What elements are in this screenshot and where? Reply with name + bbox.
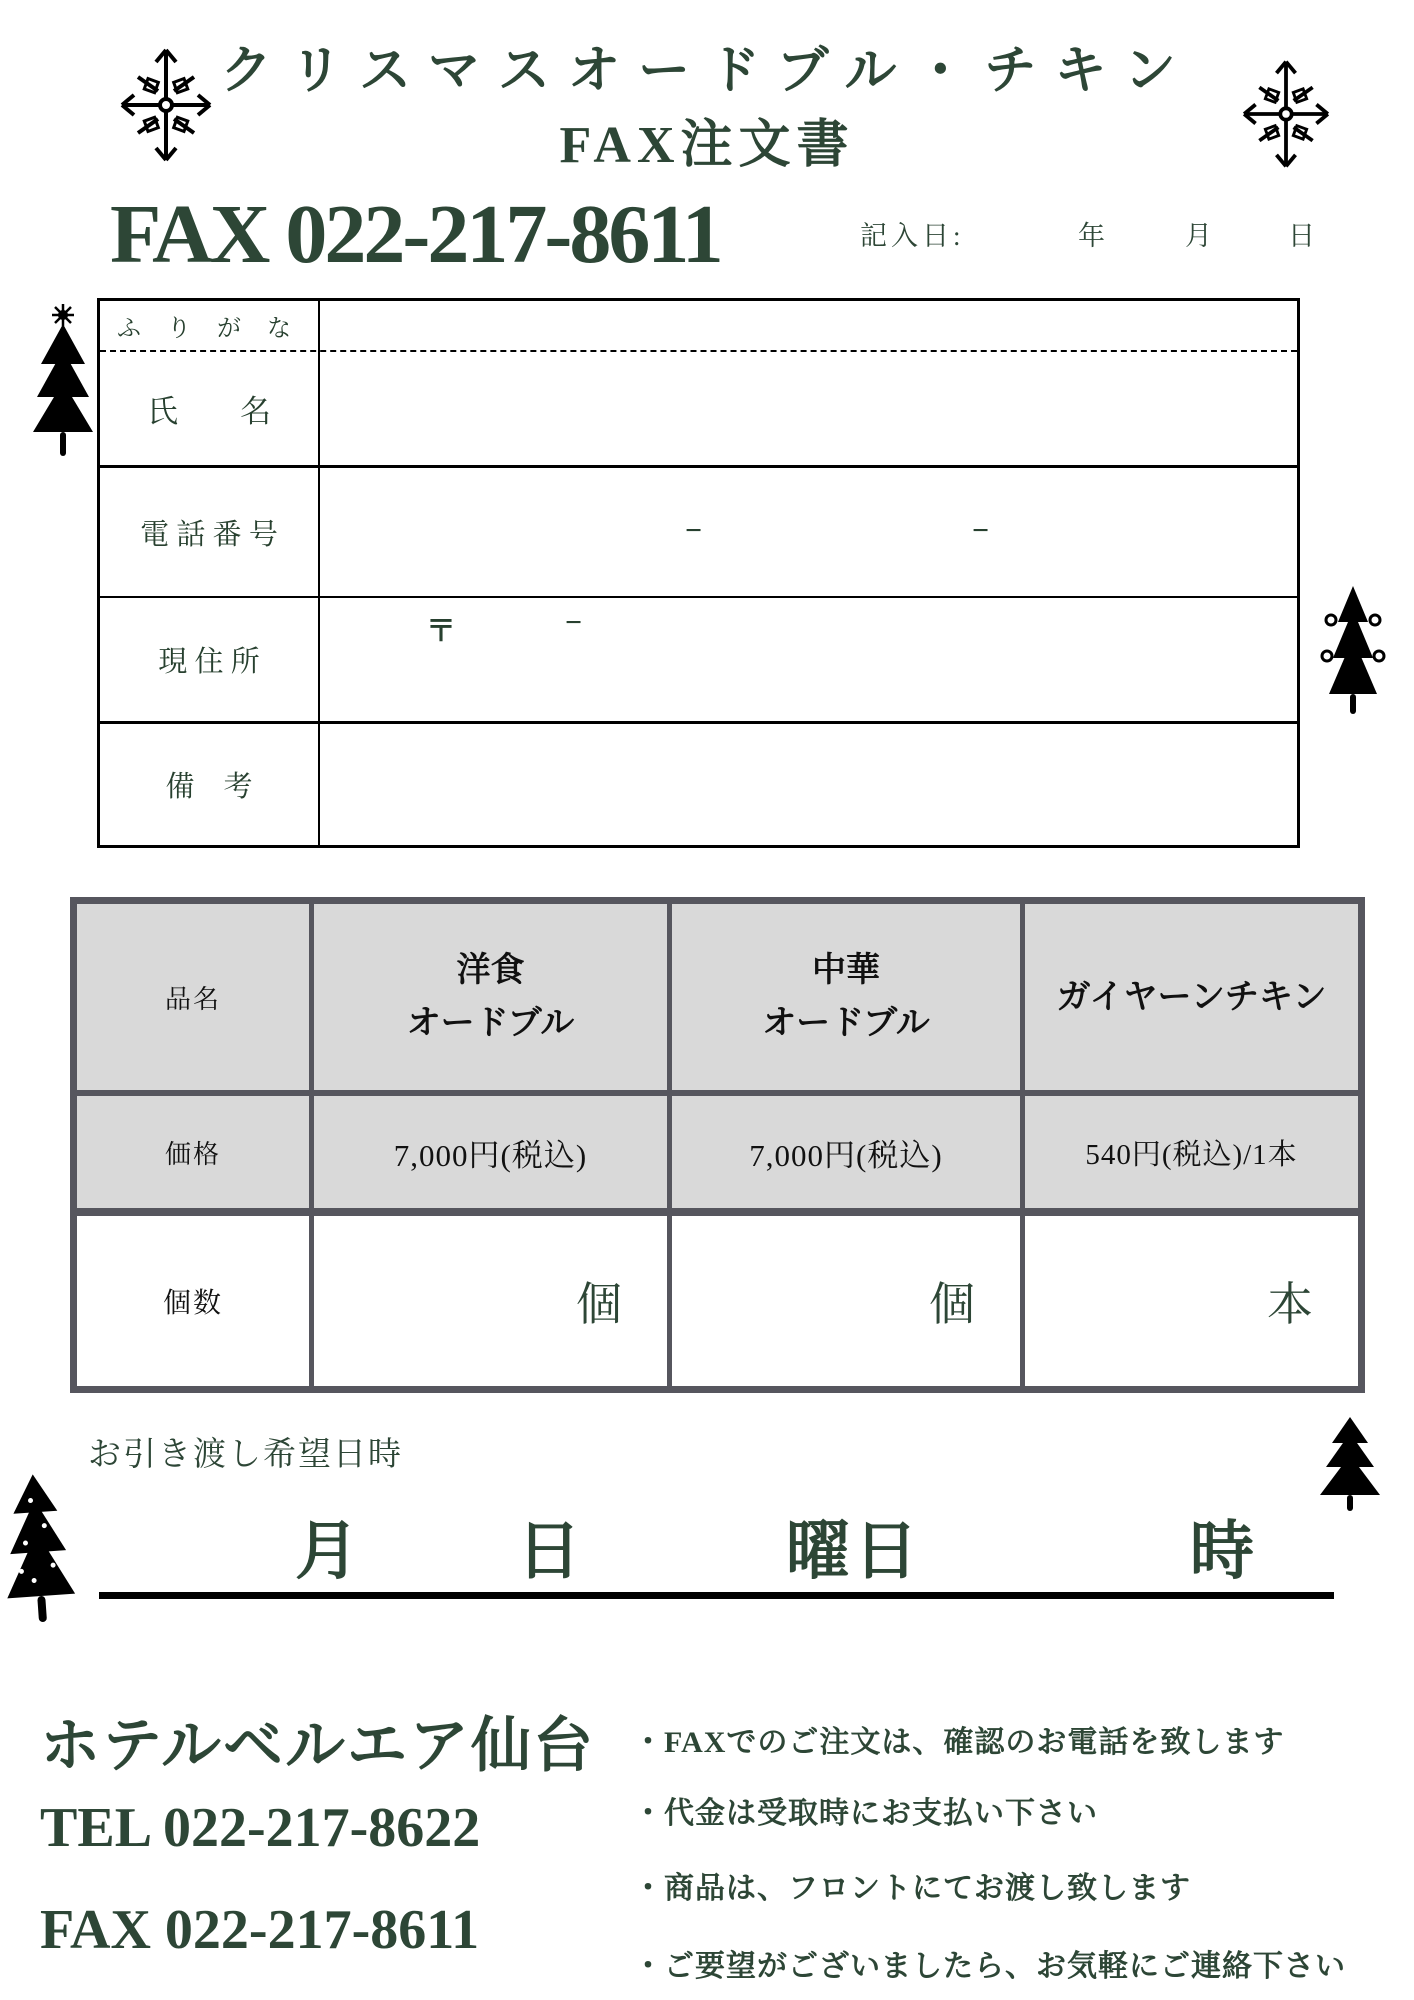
date-day-label: 日 xyxy=(1288,221,1319,251)
christmas-tree-star-icon xyxy=(28,300,98,470)
postal-mark: 〒 xyxy=(426,615,456,648)
quantity-unit-cell: 個 xyxy=(314,1216,672,1386)
product-name-line: 洋食 xyxy=(456,951,525,990)
address-label: 現 住 所 xyxy=(158,646,260,678)
footer-note: ・商品は、フロントにてお渡し致します xyxy=(633,1872,1191,1905)
item-name-header: 品名 xyxy=(77,904,314,1096)
phone-row xyxy=(100,468,1297,598)
footer-note: ・ご要望がございましたら、お気軽にご連絡下さい xyxy=(633,1950,1346,1983)
fax-number-headline: FAX 022-217-8611 xyxy=(110,188,721,281)
delivery-write-in-line xyxy=(99,1592,1334,1599)
price-cell: 7,000円(税込) xyxy=(314,1096,672,1216)
gai-yang-chicken-header xyxy=(1025,904,1358,1096)
pine-tree-icon xyxy=(0,1470,80,1630)
delivery-hour-label: 時 xyxy=(1190,1516,1258,1587)
date-label: 記入日: xyxy=(860,221,965,251)
customer-info-table xyxy=(97,298,1300,848)
product-name-line: 中華 xyxy=(812,951,880,990)
product-name-line: オードブル xyxy=(762,1004,930,1042)
page-subtitle: FAX注文書 xyxy=(559,117,855,174)
furigana-row xyxy=(100,301,1297,352)
price-cell: 7,000円(税込) xyxy=(672,1096,1025,1216)
product-name-line: オードブル xyxy=(406,1004,575,1042)
price-cell: 540円(税込)/1本 xyxy=(1025,1096,1358,1216)
delivery-weekday-label: 曜日 xyxy=(786,1516,922,1587)
delivery-day-label: 日 xyxy=(517,1516,585,1587)
product-table xyxy=(70,897,1365,1393)
phone-dash: − xyxy=(972,514,990,547)
price-row-label: 価格 xyxy=(77,1096,314,1216)
name-label: 氏 名 xyxy=(147,394,271,429)
delivery-heading: お引き渡し希望日時 xyxy=(88,1437,403,1473)
footer-note: ・代金は受取時にお支払い下さい xyxy=(633,1797,1098,1830)
quantity-unit-cell: 本 xyxy=(1025,1216,1358,1386)
hotel-tel: TEL 022-217-8622 xyxy=(40,1797,481,1859)
fill-in-date-line xyxy=(860,214,1330,251)
western-hors-doeuvre-header xyxy=(314,904,672,1096)
hotel-name: ホテルベルエア仙台 xyxy=(40,1713,595,1779)
delivery-month-label: 月 xyxy=(295,1516,363,1587)
ornamental-tree-icon xyxy=(1320,580,1386,720)
phone-dash: − xyxy=(685,514,703,547)
product-name-line: ガイヤーンチキン xyxy=(1056,977,1327,1016)
footer-note: ・FAXでのご注文は、確認のお電話を致します xyxy=(633,1726,1285,1759)
quantity-unit-cell: 個 xyxy=(672,1216,1025,1386)
quantity-row-label: 個数 xyxy=(77,1216,314,1386)
date-month-label: 月 xyxy=(1185,221,1216,251)
chinese-hors-doeuvre-header xyxy=(672,904,1025,1096)
page-title: クリスマスオードブル・チキン xyxy=(220,43,1194,100)
address-row xyxy=(100,598,1297,724)
name-row xyxy=(100,352,1297,468)
notes-label: 備 考 xyxy=(165,771,253,803)
furigana-label: ふ り が な xyxy=(117,316,301,342)
notes-row xyxy=(100,724,1297,845)
pine-tree-icon xyxy=(1316,1415,1384,1515)
postal-dash: − xyxy=(565,606,583,639)
date-year-label: 年 xyxy=(1078,221,1109,251)
hotel-fax: FAX 022-217-8611 xyxy=(40,1899,480,1961)
phone-label: 電 話 番 号 xyxy=(140,518,278,551)
